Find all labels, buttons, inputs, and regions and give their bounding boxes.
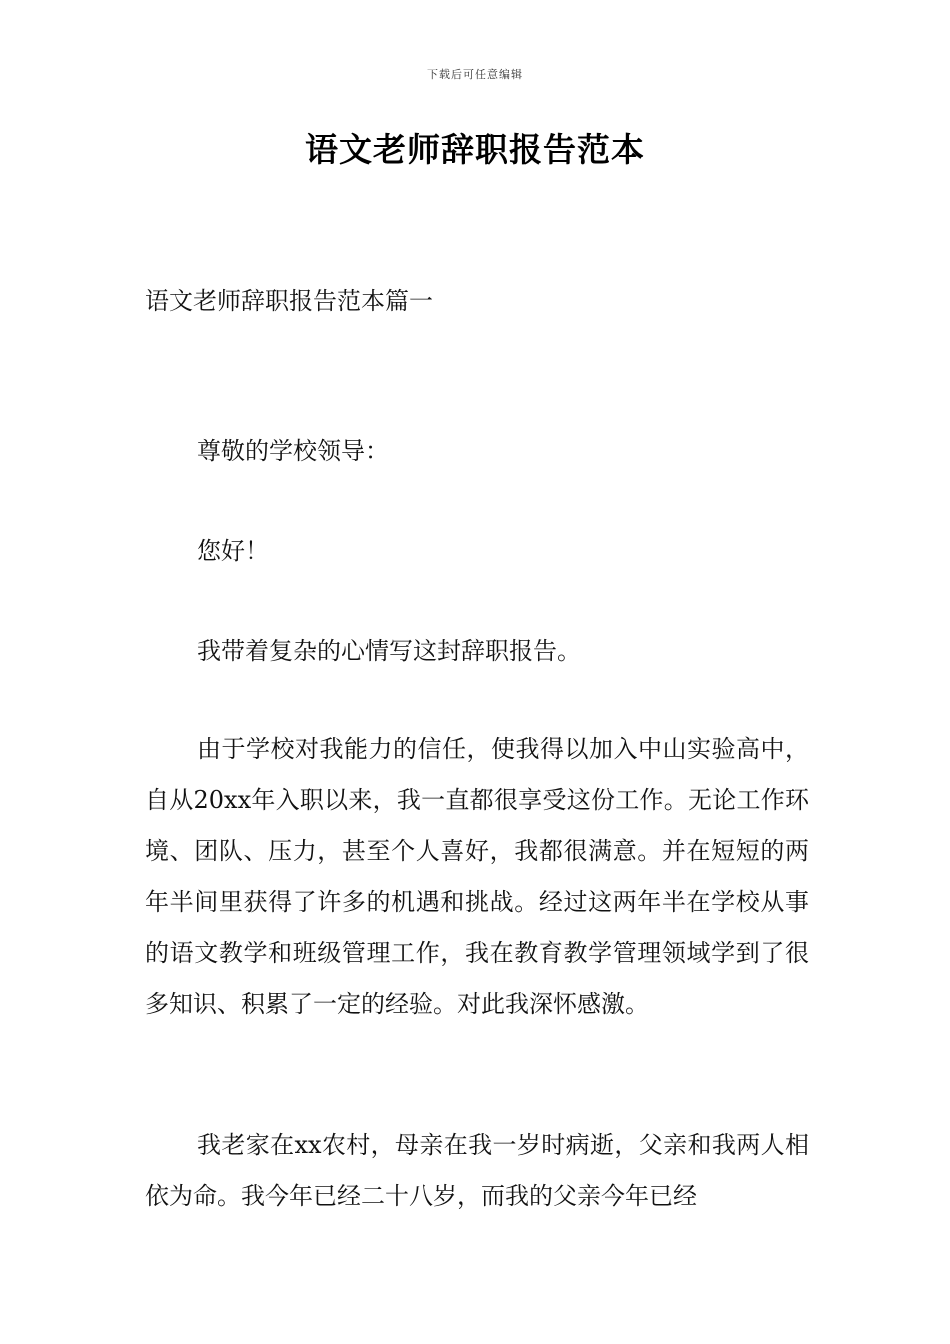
- body-paragraph-1: 由于学校对我能力的信任，使我得以加入中山实验高中，自从20xx年入职以来，我一直都很享受这份工作。无论工作环境、团队、压力，甚至个人喜好，我都很满意。并在短短的两年半间里获得了许多的机遇和挑战。经过这两年半在学校从事的语文教学和班级管理工作，我在教育教学管理领域学到了很多知识、积累了一定的经验。对此我深怀感激。: [145, 735, 809, 1018]
- document-title: 语文老师辞职报告范本: [305, 130, 645, 169]
- header-note: 下载后可任意编辑: [427, 68, 523, 81]
- section-heading: 语文老师辞职报告范本篇一: [145, 287, 433, 315]
- salutation-paragraph: 尊敬的学校领导：: [197, 437, 389, 465]
- opening-paragraph: 我带着复杂的心情写这封辞职报告。: [197, 637, 581, 665]
- body-paragraph-2: 我老家在xx农村，母亲在我一岁时病逝，父亲和我两人相依为命。我今年已经二十八岁，而我的父亲今年已经: [145, 1131, 809, 1210]
- greeting-paragraph: 您好！: [197, 537, 269, 565]
